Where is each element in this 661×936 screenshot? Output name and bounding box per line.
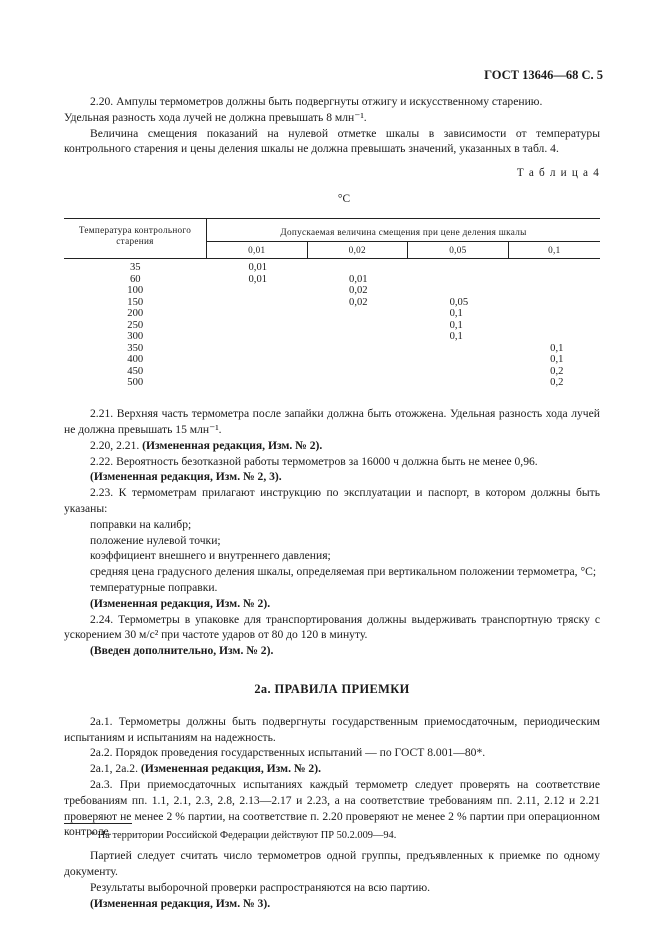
value-cell bbox=[408, 285, 509, 297]
table-row bbox=[64, 342, 600, 354]
section-title: 2а. ПРАВИЛА ПРИЕМКИ bbox=[254, 682, 410, 697]
page-header: ГОСТ 13646—68 С. 5 bbox=[484, 68, 603, 82]
value-cell: 0,1 bbox=[449, 308, 463, 320]
value-cell bbox=[508, 258, 600, 273]
temperature-cell: 400 bbox=[127, 354, 144, 366]
paragraph-2-20-line2: Удельная разность хода лучей не должна превышать 8 млн⁻¹. bbox=[64, 110, 367, 124]
temperature-cell: 100 bbox=[127, 285, 144, 297]
edition-note-5 bbox=[64, 761, 600, 777]
edition-note-5-prefix: 2а.1, 2а.2. bbox=[90, 762, 141, 776]
temperature-cell: 500 bbox=[127, 377, 144, 389]
paragraph-2-20-line1: 2.20. Ампулы термометров должны быть подвергнуты отжигу и искусственному старению. bbox=[90, 95, 543, 108]
temperature-cell: 350 bbox=[127, 342, 144, 354]
paragraph-2-22: 2.22. Вероятность безотказной работы термометров за 16000 ч должна быть не менее 0,96. bbox=[90, 454, 538, 468]
temperature-cell: 35 bbox=[129, 262, 141, 274]
value-cell bbox=[307, 354, 408, 366]
edition-note-1 bbox=[64, 438, 600, 454]
table-unit: °C bbox=[337, 192, 351, 205]
value-cell bbox=[408, 273, 509, 285]
table-row bbox=[64, 331, 600, 343]
value-cell bbox=[207, 285, 308, 297]
temperature-cell: 60 bbox=[129, 273, 141, 285]
value-cell: 0,05 bbox=[449, 296, 469, 308]
list-item: температурные поправки. bbox=[90, 581, 218, 595]
value-cell: 0,2 bbox=[550, 377, 564, 389]
temperature-cell: 200 bbox=[127, 308, 144, 320]
value-cell: 0,02 bbox=[349, 296, 368, 308]
value-cell bbox=[307, 258, 408, 273]
value-cell: 0,1 bbox=[449, 319, 463, 331]
value-cell: 0,2 bbox=[550, 365, 564, 377]
edition-note-2: (Измененная редакция, Изм. № 2, 3). bbox=[90, 470, 282, 484]
table-row bbox=[64, 365, 600, 377]
edition-note-1-text: (Измененная редакция, Изм. № 2). bbox=[142, 438, 323, 452]
value-cell bbox=[508, 296, 600, 308]
value-cell bbox=[408, 365, 509, 377]
value-cell bbox=[207, 308, 308, 320]
value-cell bbox=[207, 365, 308, 377]
paragraph-2-20-table-ref: Величина смещения показаний на нулевой отметке шкалы в зависимости от температуры контрольного старения и цены деления шкалы не должна превышать значений, указанных в табл. 4. bbox=[64, 126, 600, 156]
value-cell bbox=[307, 319, 408, 331]
footnote-rule bbox=[64, 823, 132, 824]
edition-note-6: (Измененная редакция, Изм. № 3). bbox=[90, 896, 271, 910]
value-cell bbox=[508, 273, 600, 285]
document-body bbox=[64, 94, 600, 911]
temperature-cell: 250 bbox=[127, 319, 144, 331]
paragraph-2a-1: 2а.1. Термометры должны быть подвергнуты государственным приемосдаточным, периодическим испытаниям и испытаниям на надежность. bbox=[64, 714, 600, 744]
subheader-0-1: 0,1 bbox=[508, 241, 600, 258]
value-cell bbox=[207, 342, 308, 354]
edition-note-1-prefix: 2.20, 2.21. bbox=[90, 438, 143, 452]
value-cell bbox=[207, 331, 308, 343]
paragraph-2-21: 2.21. Верхняя часть термометра после запайки должна быть отожжена. Удельная разность хода лучей не должна превышать 15 млн⁻¹. bbox=[64, 407, 600, 437]
subheader-0-01: 0,01 bbox=[207, 241, 308, 258]
table-row bbox=[64, 285, 600, 297]
value-cell: 0,1 bbox=[550, 354, 564, 366]
value-cell: 0,1 bbox=[550, 342, 564, 354]
value-cell bbox=[307, 308, 408, 320]
edition-note-5-text: (Измененная редакция, Изм. № 2). bbox=[140, 762, 321, 776]
table-row bbox=[64, 354, 600, 366]
temperature-cell: 300 bbox=[127, 331, 144, 343]
value-cell bbox=[508, 308, 600, 320]
list-item: коэффициент внешнего и внутреннего давления; bbox=[90, 549, 331, 563]
table-body bbox=[64, 258, 600, 388]
value-cell bbox=[508, 285, 600, 297]
value-cell: 0,02 bbox=[349, 285, 368, 297]
value-cell bbox=[207, 354, 308, 366]
table-row bbox=[64, 296, 600, 308]
paragraph-results: Результаты выборочной проверки распространяются на всю партию. bbox=[90, 880, 431, 894]
paragraph-2-24: 2.24. Термометры в упаковке для транспортирования должны выдерживать транспортную тряску с ускорением 30 м/с² при частоте ударов от 80 до 120 в минуту. bbox=[64, 612, 600, 642]
value-cell bbox=[307, 377, 408, 389]
value-cell: 0,01 bbox=[349, 273, 368, 285]
value-cell bbox=[307, 331, 408, 343]
subheader-0-05: 0,05 bbox=[408, 241, 509, 258]
footnote: * На территории Российской Федерации действуют ПР 50.2.009—94. bbox=[90, 830, 397, 841]
table-4 bbox=[64, 218, 600, 389]
value-cell bbox=[207, 319, 308, 331]
temperature-cell: 450 bbox=[127, 365, 144, 377]
value-cell bbox=[307, 342, 408, 354]
paragraph-2a-3: 2а.3. При приемосдаточных испытаниях каждый термометр следует проверять на соответствие требованиям пп. 1.1, 2.1, 2.3, 2.8, 2.13—2.17 и 2.23, а на соответствие требованиям пп. 2.11, 2.12 и 2.21 проверяют не менее 2 % партии, на соответствие п. 2.20 проверяют не менее 2 % партии при операционном контроле. bbox=[64, 778, 600, 839]
table-row bbox=[64, 319, 600, 331]
table-row bbox=[64, 377, 600, 389]
table-row bbox=[64, 258, 600, 273]
value-cell bbox=[207, 377, 308, 389]
value-cell bbox=[207, 296, 308, 308]
value-cell bbox=[408, 258, 509, 273]
paragraph-party: Партией следует считать число термометров одной группы, предъявленных к приемке по одному документу. bbox=[64, 849, 600, 878]
paragraph-2-23: 2.23. К термометрам прилагают инструкцию по эксплуатации и паспорт, в котором должны быть указаны: bbox=[64, 486, 600, 516]
table-row bbox=[64, 273, 600, 285]
table-row bbox=[64, 308, 600, 320]
edition-note-3: (Измененная редакция, Изм. № 2). bbox=[90, 596, 271, 610]
value-cell bbox=[408, 342, 509, 354]
value-cell bbox=[508, 319, 600, 331]
value-cell bbox=[508, 331, 600, 343]
value-cell: 0,1 bbox=[449, 331, 463, 343]
value-cell: 0,01 bbox=[248, 273, 268, 285]
value-cell bbox=[408, 377, 509, 389]
subheader-0-02: 0,02 bbox=[307, 241, 408, 258]
table-caption: Т а б л и ц а 4 bbox=[516, 167, 600, 180]
column-header-temperature: Температура контрольного старения bbox=[64, 218, 207, 258]
column-header-group: Допускаемая величина смещения при цене деления шкалы bbox=[207, 218, 601, 241]
value-cell bbox=[307, 365, 408, 377]
value-cell: 0,01 bbox=[248, 262, 268, 274]
list-item: средняя цена градусного деления шкалы, определяемая при вертикальном положении термометра, °С; bbox=[90, 565, 597, 579]
value-cell bbox=[408, 354, 509, 366]
paragraph-2a-2: 2а.2. Порядок проведения государственных испытаний — по ГОСТ 8.001—80*. bbox=[90, 746, 486, 760]
edition-note-4: (Введен дополнительно, Изм. № 2). bbox=[90, 644, 274, 658]
list-item: поправки на калибр; bbox=[90, 517, 192, 531]
list-item: положение нулевой точки; bbox=[90, 533, 221, 547]
temperature-cell: 150 bbox=[127, 296, 144, 308]
